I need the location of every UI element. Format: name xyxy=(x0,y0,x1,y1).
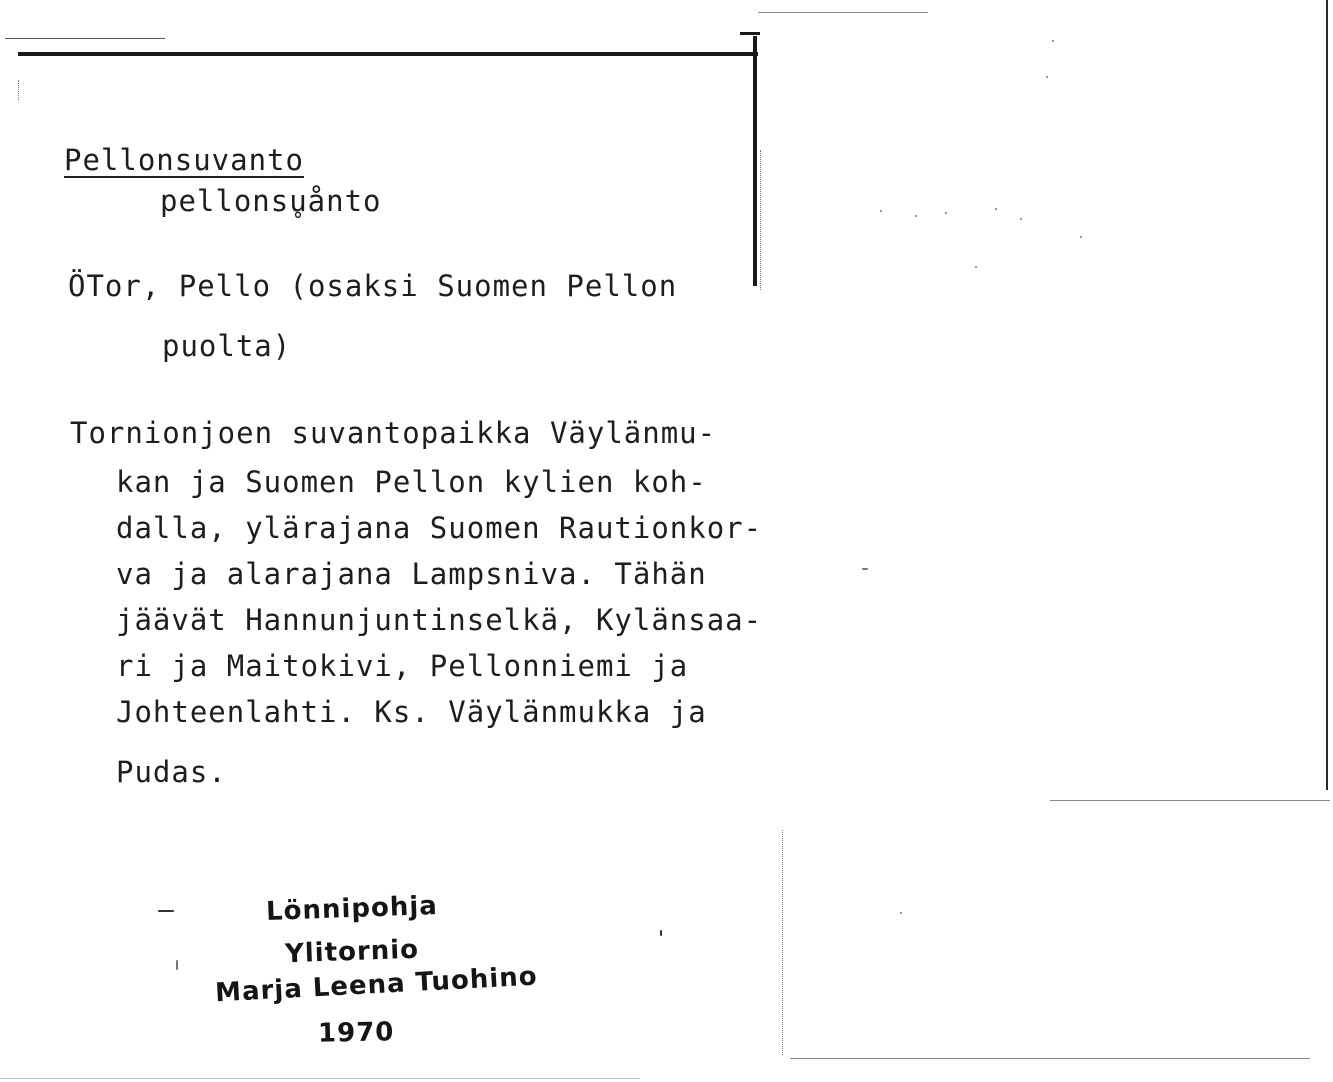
scan-speck xyxy=(1080,236,1082,238)
card-right-border xyxy=(753,36,757,286)
location-line-1: ÖTor, Pello (osaksi Suomen Pellon xyxy=(68,269,678,303)
scan-speck xyxy=(880,210,882,212)
location-line-2: puolta) xyxy=(162,329,292,363)
pronunciation: pellonsu̥ånto xyxy=(160,184,382,218)
scan-speck xyxy=(176,960,178,970)
scan-speck xyxy=(915,215,917,217)
scan-speck xyxy=(1046,76,1048,78)
scan-speck xyxy=(158,910,174,912)
description-line: Tornionjoen suvantopaikka Väylänmu- xyxy=(70,416,717,450)
stamp-collector: Marja Leena Tuohino xyxy=(214,961,539,1009)
scan-dash xyxy=(1050,800,1330,801)
description-line: ri ja Maitokivi, Pellonniemi ja xyxy=(116,649,689,683)
scan-speck xyxy=(995,208,997,210)
description-line: jäävät Hannunjuntinselkä, Kylänsaa- xyxy=(116,603,763,637)
scan-speck xyxy=(1020,218,1022,220)
description-line: dalla, ylärajana Suomen Rautionkor- xyxy=(116,511,763,545)
stamp-year: 1970 xyxy=(317,1017,395,1049)
scan-speck xyxy=(660,930,662,936)
scan-speck xyxy=(975,266,977,268)
scan-speck xyxy=(862,568,868,570)
description-line: kan ja Suomen Pellon kylien koh- xyxy=(116,465,707,499)
scan-speck xyxy=(1052,40,1054,42)
scan-vertical-dots xyxy=(782,830,784,1055)
stamp-parish: Ylitornio xyxy=(284,934,420,970)
scan-speck xyxy=(945,212,947,214)
scan-vertical-dots xyxy=(760,150,762,290)
scan-vertical-dots xyxy=(18,80,20,100)
description-line: va ja alarajana Lampsniva. Tähän xyxy=(116,557,707,591)
card-corner-mark xyxy=(740,32,760,35)
description-line: Johteenlahti. Ks. Väylänmukka ja xyxy=(116,695,707,729)
headword: Pellonsuvanto xyxy=(64,143,304,177)
card-top-border-faint xyxy=(5,38,165,39)
stamp-village: Lönnipohja xyxy=(265,891,439,927)
card-top-border xyxy=(18,52,758,56)
scan-edge-line xyxy=(1326,0,1328,790)
description-line: Pudas. xyxy=(116,755,227,789)
scan-dash xyxy=(790,1058,1310,1059)
scan-dash xyxy=(758,12,928,13)
scan-dash xyxy=(0,1078,640,1079)
scan-speck xyxy=(900,912,902,914)
